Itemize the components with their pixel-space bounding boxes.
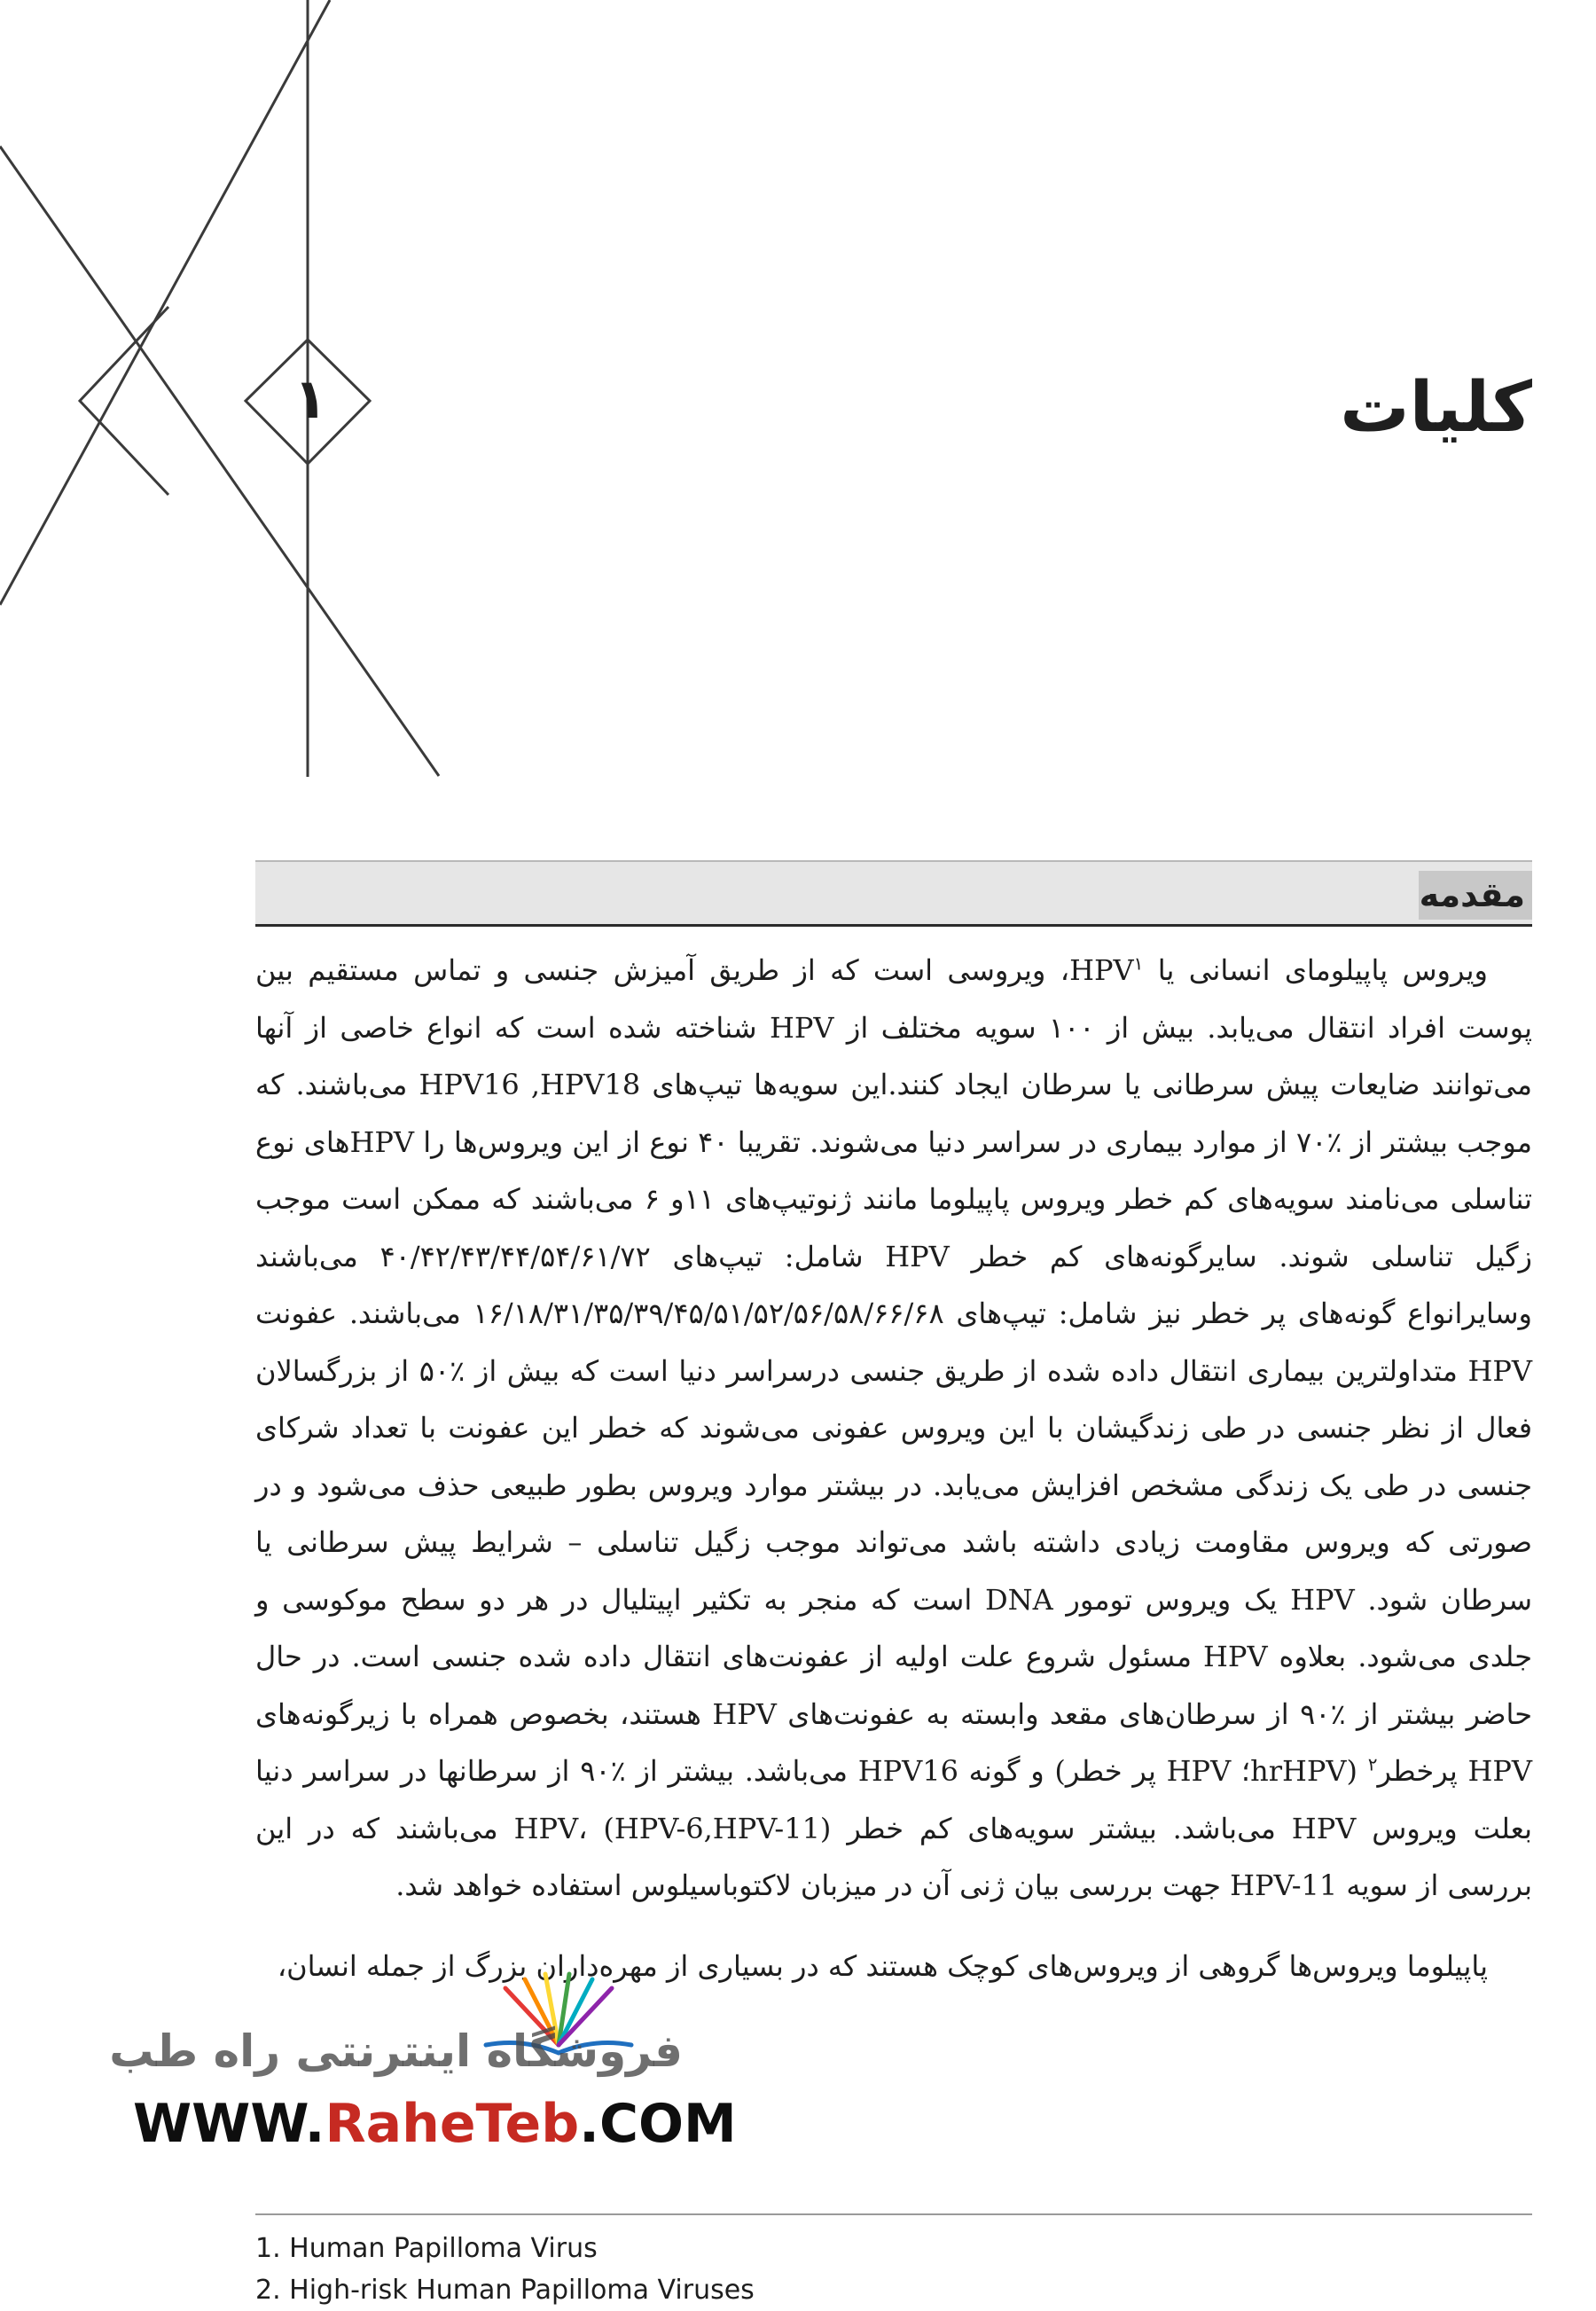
paragraph: پاپیلوما ویروس‌ها گروهی از ویروس‌های کوچک هستند که در بسیاری از مهره‌داران بزرگ از جمله انسان، bbox=[277, 1948, 1488, 1983]
section-title: مقدمه bbox=[1419, 875, 1525, 914]
section-header-bar bbox=[255, 860, 1532, 927]
chapter-number: ۱ bbox=[293, 366, 327, 431]
watermark-url: WWW.RaheTeb.COM bbox=[133, 2093, 737, 2155]
footnote-divider bbox=[255, 2213, 1532, 2215]
footnote-1: 1. Human Papilloma Virus bbox=[255, 2233, 598, 2264]
watermark-store-name: فروشگاه اینترنتی راه طب bbox=[109, 2025, 683, 2077]
section-underline bbox=[255, 924, 1532, 927]
store-watermark bbox=[109, 1951, 737, 2164]
footnote-2: 2. High-risk Human Papilloma Viruses bbox=[255, 2275, 755, 2306]
footnote-ref[interactable]: ۲ bbox=[1367, 1753, 1378, 1775]
chapter-ornament bbox=[0, 0, 461, 780]
ornament-diagonal-line bbox=[0, 146, 439, 776]
body-text bbox=[255, 942, 1532, 1994]
footnote-ref[interactable]: ۱ bbox=[1133, 952, 1144, 975]
footnotes bbox=[255, 2228, 755, 2311]
paragraph: ویروس پاپیلومای انسانی یا HPV$^۱$، ویروسی است که از طریق آمیزش جنسی و تماس مستقیم بین پوست افراد انتقال می‌یابد. بیش از ۱۰۰ سویه مختلف از HPV شناخته شده است که انواع خاصی از آنها می‌توانند ضایعات پیش سرطانی یا سرطان ایجاد کنند.این سویه‌ها تیپ‌های HPV16 ,HPV18 می‌باشند. که موجب بیشتر از ٪۷۰ از موارد بیماری در سراسر دنیا می‌شوند. تقریبا ۴۰ نوع از این ویروس‌ها را HPVهای نوع تناسلی می‌نامند سویه‌های کم خطر ویروس پاپیلوما مانند ژنوتیپ‌های ۱۱و ۶ می‌باشند که ممکن است موجب زگیل تناسلی شوند. سایرگونه‌های کم خطر HPV شامل: تیپ‌های ۴۰/۴۲/۴۳/۴۴/۵۴/۶۱/۷۲ می‌باشند وسایرانواع گونه‌های پر خطر نیز شامل: تیپ‌های ۱۶/۱۸/۳۱/۳۵/۳۹/۴۵/۵۱/۵۲/۵۶/۵۸/۶۶/۶۸ می‌باشند. عفونت HPV متداولترین بیماری انتقال داده شده از طریق جنسی درسراسر دنیا است که بیش از ٪۵۰ از بزرگسالان فعال از نظر جنسی در طی زندگیشان با این ویروس عفونی می‌شوند که خطر این عفونت با تعداد شرکای جنسی در طی یک زندگی مشخص افزایش می‌یابد. در بیشتر موارد ویروس بطور طبیعی حذف می‌شود و در صورتی که ویروس مقاومت زیادی داشته باشد می‌تواند موجب زگیل تناسلی – شرایط پیش سرطانی یا سرطان شود. HPV یک ویروس تومور DNA است که منجر به تکثیر اپیتلیال در هر دو سطح موکوسی و جلدی می‌شود. بعلاوه HPV مسئول شروع علت اولیه از عفونت‌های انتقال داده شده جنسی است. در حال حاضر بیشتر از ٪۹۰ از سرطان‌های مقعد وابسته به عفونت‌های HPV هستند، بخصوص همراه با زیرگونه‌های HPV پرخطر$^۲$ (hrHPV؛ HPV پر خطر) و گونه HPV16 می‌باشد. بیشتر از ٪۹۰ از سرطانها در سراسر دنیا بعلت ویروس HPV می‌باشد. بیشتر سویه‌های کم خطر HPV، (HPV-6,HPV-11) می‌باشند که در این بررسی از سویه HPV-11 جهت بررسی بیان ژنی آن در میزبان لاکتوباسیلوس استفاده خواهد شد. bbox=[255, 952, 1533, 1902]
chapter-title: کلیات bbox=[1340, 368, 1532, 448]
ornament-diagonal-line bbox=[0, 0, 330, 605]
ornament-chevron bbox=[80, 307, 168, 495]
